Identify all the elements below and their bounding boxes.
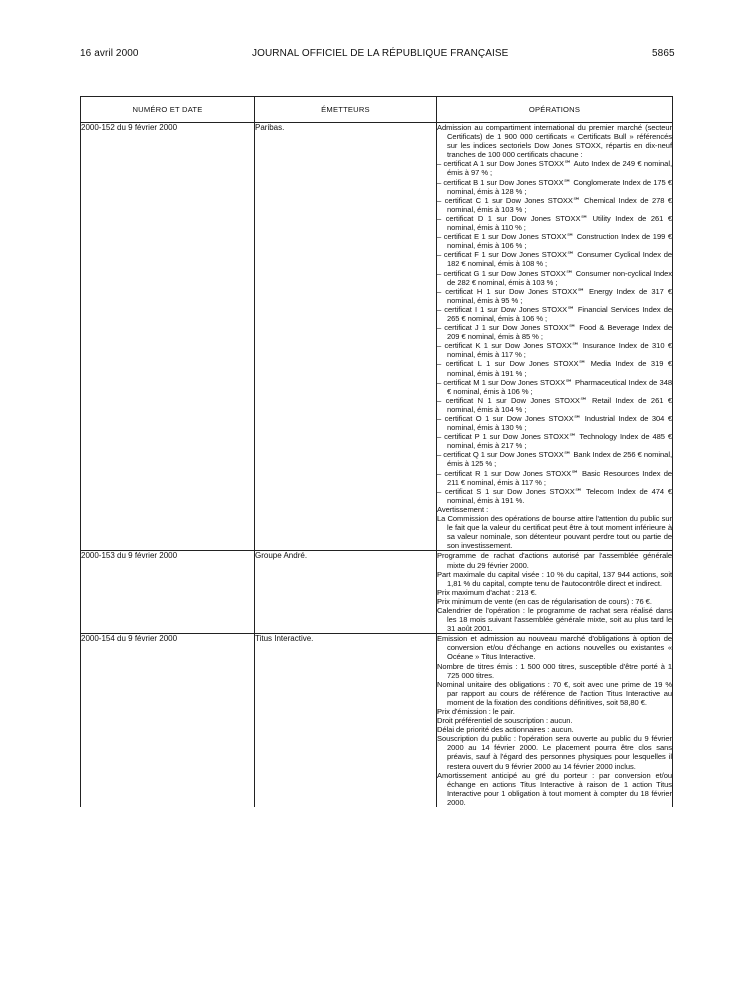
operation-paragraph: – certificat K 1 sur Dow Jones STOXX℠ Insurance Index de 310 € nominal, émis à 117 % ; — [437, 341, 672, 360]
operation-paragraph: Admission au compartiment international du premier marché (secteur Certificats) de 1 900 000 certificats « Certificats Bull » référencés sur les indices sectoriels Dow Jones STOXX, répartis en dix-neuf tranches de 100 000 certificats chacune : — [437, 123, 672, 160]
operation-paragraph: Délai de priorité des actionnaires : aucun. — [437, 725, 574, 735]
operation-paragraph: Souscription du public : l'opération sera ouverte au public du 9 février 2000 au 14 février 2000. Le placement pourra être clos sans préavis, sauf à l'égard des personnes physiques pour lesquelles il restera ouvert du 9 février 2000 au 14 février 2000 inclus. — [437, 734, 672, 771]
operation-paragraph: Programme de rachat d'actions autorisé par l'assemblée générale mixte du 29 février 2000. — [437, 551, 672, 570]
operation-paragraph: Avertissement : — [437, 504, 489, 514]
cell-number-date: 2000-153 du 9 février 2000 — [81, 551, 255, 634]
operation-paragraph: Calendrier de l'opération : le programme de rachat sera réalisé dans les 18 mois suivant l'assemblée générale mixte, soit au plus tard le 31 août 2001. — [437, 605, 672, 634]
table-row — [81, 551, 673, 634]
operation-paragraph: Droit préférentiel de souscription : aucun. — [437, 716, 573, 726]
page-number: 5865 — [652, 48, 675, 59]
operation-paragraph: – certificat J 1 sur Dow Jones STOXX℠ Food & Beverage Index de 209 € nominal, émis à 85 % ; — [437, 323, 672, 342]
operation-paragraph: Prix minimum de vente (en cas de régularisation de cours) : 76 €. — [437, 596, 652, 606]
operation-paragraph: Nombre de titres émis : 1 500 000 titres, susceptible d'être porté à 1 725 000 titres. — [437, 661, 672, 680]
cell-operations — [437, 551, 673, 634]
cell-number-date: 2000-154 du 9 février 2000 — [81, 634, 255, 807]
operations-table — [80, 96, 673, 807]
operation-paragraph: – certificat H 1 sur Dow Jones STOXX℠ Energy Index de 317 € nominal, émis à 95 % ; — [437, 286, 672, 305]
operation-paragraph: Nominal unitaire des obligations : 70 €, soit avec une prime de 19 % par rapport au cours de référence de l'action Titus Interactive au moment de la fixation des conditions définitives, soit 58,80 €. — [437, 679, 672, 707]
operation-paragraph: – certificat E 1 sur Dow Jones STOXX℠ Construction Index de 199 € nominal, émis à 106 % ; — [437, 232, 672, 251]
operation-paragraph: Emission et admission au nouveau marché d'obligations à option de conversion et/ou d'échange en actions nouvelles ou existantes « Océane » Titus Interactive. — [437, 634, 672, 662]
operation-paragraph: – certificat I 1 sur Dow Jones STOXX℠ Financial Services Index de 265 € nominal, émis à 106 % ; — [437, 304, 672, 323]
cell-emitter: Groupe André. — [255, 551, 437, 634]
operation-paragraph: – certificat D 1 sur Dow Jones STOXX℠ Utility Index de 261 € nominal, émis à 110 % ; — [437, 213, 672, 233]
column-header-operations: OPÉRATIONS — [437, 97, 673, 123]
cell-emitter: Paribas. — [255, 123, 437, 551]
operation-paragraph: Amortissement anticipé au gré du porteur : par conversion et/ou échange en actions Titus Interactive à raison de 1 action Titus Interactive pour 1 obligation à tout moment à compter du 18 février 2000. — [437, 770, 672, 807]
operation-paragraph: – certificat G 1 sur Dow Jones STOXX℠ Consumer non-cyclical Index de 282 € nominal, émis à 103 % ; — [437, 268, 672, 287]
operation-paragraph: – certificat S 1 sur Dow Jones STOXX℠ Telecom Index de 474 € nominal, émis à 191 %. — [437, 486, 672, 505]
table-row — [81, 634, 673, 807]
journal-title: JOURNAL OFFICIEL DE LA RÉPUBLIQUE FRANÇAISE — [252, 48, 509, 59]
table-header-row — [81, 97, 673, 123]
table-row — [81, 123, 673, 551]
operation-paragraph: – certificat C 1 sur Dow Jones STOXX℠ Chemical Index de 278 € nominal, émis à 103 % ; — [437, 195, 672, 214]
operation-paragraph: – certificat O 1 sur Dow Jones STOXX℠ Industrial Index de 304 € nominal, émis à 130 % ; — [437, 414, 672, 433]
cell-emitter: Titus Interactive. — [255, 634, 437, 807]
column-header-emitters: ÉMETTEURS — [255, 97, 437, 123]
column-header-number-date: NUMÉRO ET DATE — [81, 97, 255, 123]
cell-operations — [437, 634, 673, 807]
operation-paragraph: – certificat M 1 sur Dow Jones STOXX℠ Pharmaceutical Index de 348 € nominal, émis à 106 % ; — [437, 377, 672, 396]
operation-paragraph: – certificat Q 1 sur Dow Jones STOXX℠ Bank Index de 256 € nominal, émis à 125 % ; — [437, 450, 672, 469]
operation-paragraph: La Commission des opérations de bourse attire l'attention du public sur le fait que la valeur du certificat peut être à tout moment inférieure à sa valeur nominale, son détenteur pouvant perdre tout ou partie de son investissement. — [437, 514, 672, 551]
page-date: 16 avril 2000 — [80, 48, 139, 59]
operation-paragraph: Part maximale du capital visée : 10 % du capital, 137 944 actions, soit 1,81 % du capital, compte tenu de l'autocontrôle direct et indirect. — [437, 569, 672, 588]
operation-paragraph: Prix d'émission : le pair. — [437, 707, 515, 716]
cell-operations — [437, 123, 673, 551]
cell-number-date: 2000-152 du 9 février 2000 — [81, 123, 255, 551]
operation-paragraph: – certificat F 1 sur Dow Jones STOXX℠ Consumer Cyclical Index de 182 € nominal, émis à 108 % ; — [437, 250, 672, 269]
operation-paragraph: Prix maximum d'achat : 213 €. — [437, 587, 537, 597]
table-body — [81, 123, 673, 808]
operation-paragraph: – certificat A 1 sur Dow Jones STOXX℠ Auto Index de 249 € nominal, émis à 97 % ; — [437, 159, 672, 178]
operation-paragraph: – certificat R 1 sur Dow Jones STOXX℠ Basic Resources Index de 211 € nominal, émis à 117 % ; — [437, 468, 672, 487]
operation-paragraph: – certificat N 1 sur Dow Jones STOXX℠ Retail Index de 261 € nominal, émis à 104 % ; — [437, 395, 672, 414]
operation-paragraph: – certificat P 1 sur Dow Jones STOXX℠ Technology Index de 485 € nominal, émis à 217 % ; — [437, 432, 672, 451]
operation-paragraph: – certificat L 1 sur Dow Jones STOXX℠ Media Index de 319 € nominal, émis à 191 % ; — [437, 359, 672, 378]
operation-paragraph: – certificat B 1 sur Dow Jones STOXX℠ Conglomerate Index de 175 € nominal, émis à 128 % ; — [437, 177, 672, 196]
